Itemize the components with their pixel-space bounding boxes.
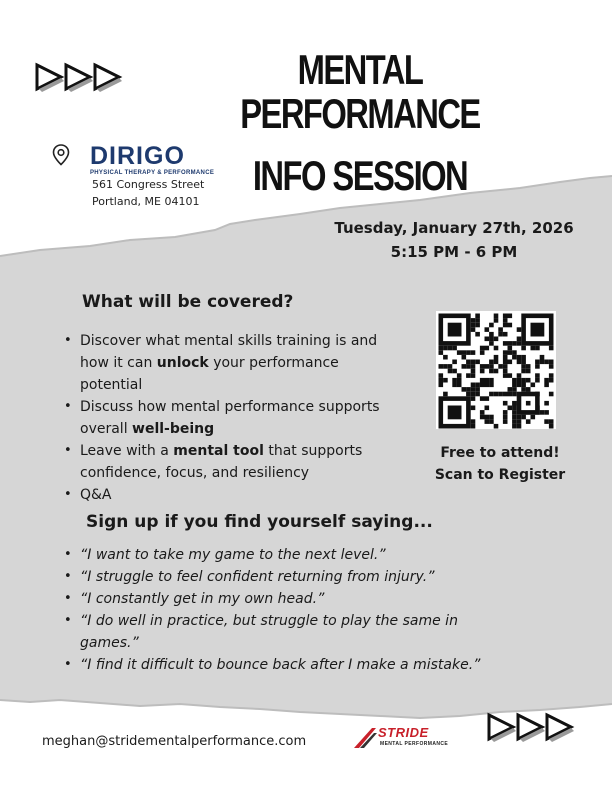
- free-to-attend: Free to attend!: [440, 445, 560, 461]
- bottom-arrows-decoration: [486, 712, 576, 742]
- event-datetime: [326, 216, 582, 264]
- arrow-right-icon: [486, 712, 576, 742]
- list-item: • “I do well in practice, but struggle to play the same in games.”: [64, 610, 494, 654]
- address-line-2: Portland, ME 04101: [92, 195, 200, 208]
- list-item: • Leave with a mental tool that supports confidence, focus, and resiliency: [64, 440, 398, 484]
- dirigo-logo-tagline: PHYSICAL THERAPY & PERFORMANCE: [90, 170, 215, 176]
- signup-heading: Sign up if you find yourself saying...: [86, 512, 433, 532]
- stride-logo-word: STRIDE: [378, 725, 429, 740]
- contact-email[interactable]: meghan@stridementalperformance.com: [42, 734, 307, 749]
- stride-logo-sub: MENTAL PERFORMANCE: [380, 741, 449, 747]
- venue-address: [92, 176, 204, 210]
- list-item: • “I constantly get in my own head.”: [64, 588, 494, 610]
- stride-logo: [352, 724, 462, 754]
- covered-list: [64, 330, 398, 506]
- list-item: • Discover what mental skills training is and how it can unlock your performance potential: [64, 330, 398, 396]
- register-callout: [420, 442, 580, 486]
- top-arrows-decoration: [34, 62, 124, 92]
- list-item: • “I find it difficult to bounce back after I make a mistake.”: [64, 654, 494, 676]
- scan-to-register: Scan to Register: [434, 467, 566, 483]
- page-title: [196, 48, 524, 198]
- covered-heading: What will be covered?: [82, 292, 294, 312]
- qr-code-icon[interactable]: [436, 311, 556, 429]
- event-date: Tuesday, January 27th, 2026: [334, 219, 574, 237]
- list-item: • “I struggle to feel confident returning from injury.”: [64, 566, 494, 588]
- dirigo-logo-word: DIRIGO: [90, 142, 185, 170]
- event-time: 5:15 PM - 6 PM: [390, 243, 518, 261]
- list-item: • “I want to take my game to the next level.”: [64, 544, 494, 566]
- stride-swoosh-icon: [352, 726, 378, 750]
- quotes-list: [64, 544, 494, 676]
- arrow-right-icon: [34, 62, 124, 92]
- list-item: • Discuss how mental performance supports overall well-being: [64, 396, 398, 440]
- title-line-2: INFO SESSION: [252, 152, 468, 199]
- title-line-1: MENTAL PERFORMANCE: [240, 46, 480, 137]
- location-pin-icon: [52, 144, 70, 166]
- address-line-1: 561 Congress Street: [92, 178, 205, 191]
- list-item: • Q&A: [64, 484, 398, 506]
- dirigo-logo: [90, 143, 214, 177]
